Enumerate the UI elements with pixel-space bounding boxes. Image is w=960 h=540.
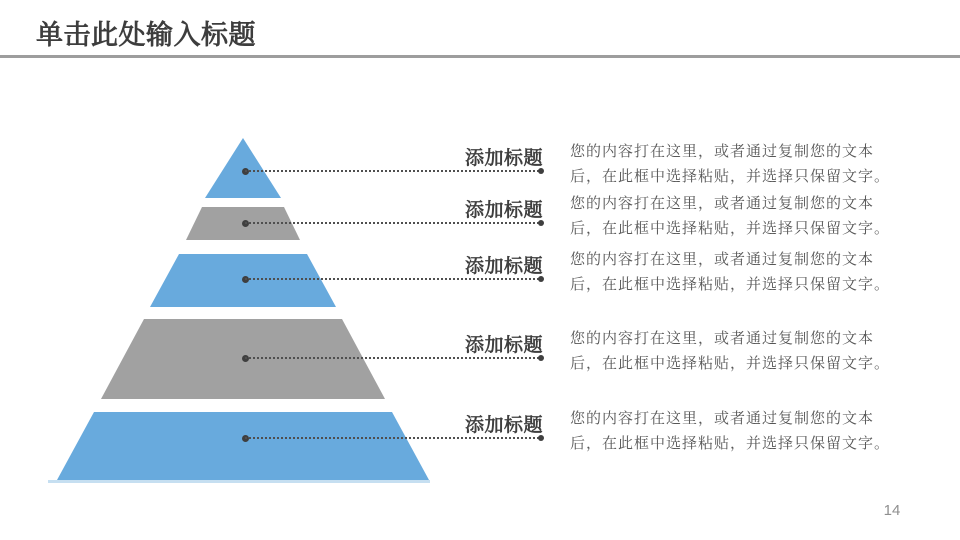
- title-rule: [0, 55, 960, 58]
- row-body-line-2: 后，在此框中选择粘贴，并选择只保留文字。: [570, 355, 891, 372]
- row-body-line-1: 您的内容打在这里，或者通过复制您的文本: [570, 195, 875, 212]
- leader-line: [245, 170, 543, 172]
- leader-line: [245, 222, 543, 224]
- row-body-line-2: 后，在此框中选择粘贴，并选择只保留文字。: [570, 220, 891, 237]
- row-title: 添加标题: [464, 256, 543, 277]
- row-title: 添加标题: [464, 335, 543, 356]
- row-title: 添加标题: [464, 148, 543, 169]
- leader-line: [245, 437, 543, 439]
- pyramid-row-3: [0, 245, 960, 309]
- slide-title: 单击此处输入标题: [36, 20, 256, 50]
- row-body: [570, 247, 890, 297]
- row-body-line-1: 您的内容打在这里，或者通过复制您的文本: [570, 330, 875, 347]
- pyramid-row-2: [0, 189, 960, 253]
- row-body: [570, 139, 890, 189]
- row-body-line-1: 您的内容打在这里，或者通过复制您的文本: [570, 410, 875, 427]
- pyramid-row-4: [0, 324, 960, 388]
- row-body: [570, 406, 890, 456]
- row-body-line-2: 后，在此框中选择粘贴，并选择只保留文字。: [570, 276, 891, 293]
- page-number: 14: [883, 502, 901, 519]
- row-title: 添加标题: [464, 415, 543, 436]
- row-body-line-2: 后，在此框中选择粘贴，并选择只保留文字。: [570, 435, 891, 452]
- leader-line: [245, 357, 543, 359]
- row-body-line-2: 后，在此框中选择粘贴，并选择只保留文字。: [570, 168, 891, 185]
- row-body: [570, 326, 890, 376]
- pyramid-base-shadow: [48, 480, 430, 483]
- pyramid-row-5: [0, 404, 960, 468]
- row-body: [570, 191, 890, 241]
- row-body-line-1: 您的内容打在这里，或者通过复制您的文本: [570, 143, 875, 160]
- row-body-line-1: 您的内容打在这里，或者通过复制您的文本: [570, 251, 875, 268]
- leader-line: [245, 278, 543, 280]
- row-title: 添加标题: [464, 200, 543, 221]
